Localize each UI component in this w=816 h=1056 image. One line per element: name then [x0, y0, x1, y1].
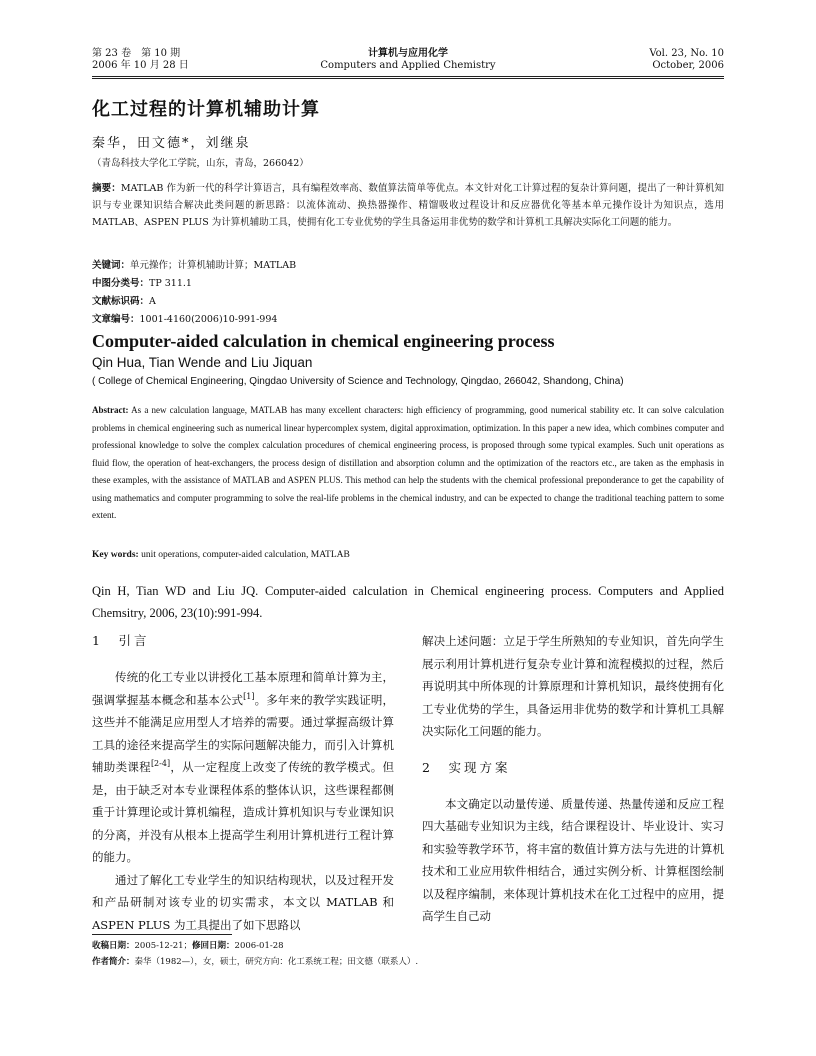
section-2-heading: 2 实现方案	[422, 759, 511, 775]
section-1-paragraph-1	[92, 666, 394, 869]
footnote-bio	[92, 955, 418, 967]
keywords-en-label: Key words:	[92, 550, 139, 560]
reference-marker: [2-4]	[150, 759, 171, 769]
authors-en: Qin Hua, Tian Wende and Liu Jiquan	[92, 355, 313, 370]
affiliation-cn: （青岛科技大学化工学院，山东，青岛，266042）	[92, 158, 309, 169]
header-rule	[92, 76, 724, 77]
footnote-rule	[92, 934, 232, 935]
footnote-dates	[92, 939, 284, 951]
keywords-en-text: unit operations, computer-aided calculation, MATLAB	[141, 550, 350, 560]
s1p1-part-a: 传统的化工专业以讲授化工基本原理和简单计算为主，强调掌握基本概念和基本公式	[92, 670, 394, 707]
keywords-cn-label: 关键词：	[92, 260, 131, 271]
doc-code-text: A	[149, 296, 156, 307]
clc-label: 中图分类号：	[92, 278, 150, 289]
abstract-cn-label: 摘要：	[92, 183, 121, 194]
affiliation-en: ( College of Chemical Engineering, Qingdao University of Science and Technology, Qingdao, 266042, Shandong, China)	[92, 376, 624, 387]
title-cn: 化工过程的计算机辅助计算	[92, 99, 320, 120]
keywords-cn	[92, 257, 296, 271]
doc-code-label: 文献标识码：	[92, 296, 150, 307]
header-rule-thin	[92, 78, 724, 79]
section-1-paragraph-2-cont: 解决上述问题：立足于学生所熟知的专业知识，首先向学生展示利用计算机进行复杂专业计算和流程模拟的过程，然后再说明其中所体现的计算原理和计算机知识，最终使拥有化工专业优势的学生，具备运用非优势的数学和计算机工具解决实际化工问题的能力。	[422, 634, 724, 738]
abstract-en-text: As a new calculation language, MATLAB has many excellent characters: high efficiency of programming, good numerical stability etc. It can solve calculation problems in chemical engineering such as numerical linear hypercomplex system, digital approximation, optimization. In this paper a new idea, which combines computer and professional knowledge to solve the complex calculation procedures of chemical engineering process, is proposed through some typical examples. Such unit operations as fluid flow, the operation of heat-exchangers, the process design of distillation and absorption column and the optimization of the reactors etc., are taken as the emphasis in these examples, with the assistance of MATLAB and ASPEN PLUS. This method can help the students with the chemical professional preponderance to get the capability of using mathematics and computer programming to solve the real-life problems in the chemical industry, and can be expected to change the traditional teaching pattern to some extent.	[92, 405, 724, 520]
abstract-cn	[92, 180, 724, 231]
section-1-heading: 1 引言	[92, 633, 150, 648]
section-1-paragraph-2: 通过了解化工专业学生的知识结构现状，以及过程开发和产品研制对该专业的切实需求，本文以 MATLAB 和 ASPEN PLUS 为工具提出了如下思路以	[92, 872, 394, 932]
bio-text: 秦华（1982—），女，硕士，研究方向：化工系统工程；田文德（联系人）.	[134, 957, 419, 967]
header-journal-cn: 计算机与应用化学	[368, 48, 448, 59]
title-en: Computer-aided calculation in chemical engineering process	[92, 331, 555, 351]
s1p1-part-b: 。多年来的教学实践证明，这些并不能满足应用型人才培养的需要。通过掌握高级计算工具的途径来提高学生的实际问题解决能力，而引入计算机辅助类课程	[92, 692, 394, 774]
revised-label: 修回日期：	[192, 941, 235, 951]
header-date-cn: 2006 年 10 月 28 日	[92, 60, 189, 71]
keywords-en	[92, 550, 350, 560]
header-volume-issue: 第 23 卷 第 10 期	[92, 48, 181, 59]
article-number	[92, 311, 277, 325]
keywords-cn-text: 单元操作；计算机辅助计算；MATLAB	[130, 260, 297, 271]
revised-date: 2006-01-28	[234, 941, 284, 951]
abstract-cn-text: MATLAB 作为新一代的科学计算语言，具有编程效率高、数值算法简单等优点。本文针对化工计算过程的复杂计算问题，提出了一种计算机知识与专业课知识结合解决此类问题的新思路：以流体流动、换热器操作、精馏吸收过程设计和反应器优化等基本单元操作设计为知识点，选用 MATLAB、ASPEN PLUS 为计算机辅助工具，使拥有化工专业优势的学生具备运用非优势的数学和计算机工具解决实际化工问题的能力。	[92, 183, 724, 228]
article-no-label: 文章编号：	[92, 314, 140, 325]
header-volume-en: Vol. 23, No. 10	[649, 48, 724, 59]
column-left	[92, 630, 394, 936]
document-code	[92, 293, 156, 307]
reference-marker: [1]	[243, 691, 255, 701]
column-right	[422, 630, 724, 928]
section-2-paragraph-1: 本文确定以动量传递、质量传递、热量传递和反应工程四大基础专业知识为主线，结合课程设计、毕业设计、实习和实验等教学环节，将丰富的数值计算方法与先进的计算机技术和工业应用软件相结合，通过实例分析、计算框图绘制以及程序编制，来体现计算机技术在化工过程中的应用，提高学生自己动	[422, 796, 724, 923]
abstract-en-label: Abstract:	[92, 405, 129, 415]
citation: Qin H, Tian WD and Liu JQ. Computer-aided calculation in Chemical engineering process. Computers and Applied Chemsitry, 2006, 23(10):991-994.	[92, 584, 724, 620]
article-no-text: 1001-4160(2006)10-991-994	[139, 314, 278, 325]
header-date-en: October, 2006	[652, 60, 724, 71]
header-vol-en	[649, 48, 724, 72]
authors-cn: 秦华，田文德*，刘继泉	[92, 136, 251, 151]
bio-label: 作者简介：	[92, 957, 135, 967]
clc-number	[92, 275, 192, 289]
clc-text: TP 311.1	[149, 278, 192, 289]
s1p1-part-c: ，从一定程度上改变了传统的教学模式。但是，由于缺乏对本专业课程体系的整体认识，这些课程都侧重于计算理论或计算机编程，造成计算机知识与专业课知识的分离，并没有从根本上提高学生利用计算机进行工程计算的能力。	[92, 760, 395, 864]
abstract-en	[92, 402, 724, 525]
header-journal	[92, 48, 724, 72]
received-date: 2005-12-21；	[134, 941, 193, 951]
header-journal-en: Computers and Applied Chemistry	[320, 60, 496, 71]
received-label: 收稿日期：	[92, 941, 135, 951]
